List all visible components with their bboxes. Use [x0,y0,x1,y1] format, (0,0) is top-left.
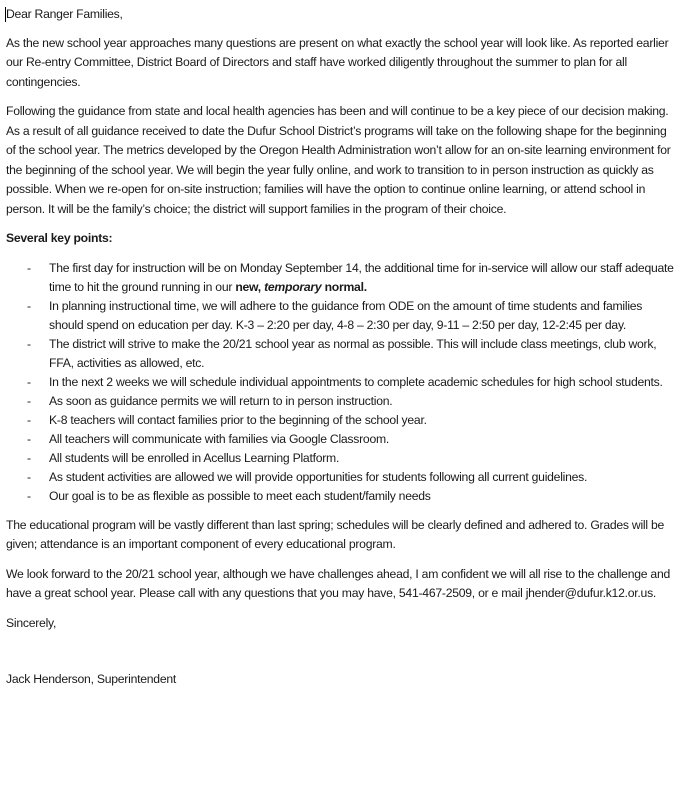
guidance-paragraph: Following the guidance from state and local health agencies has been and will continue to be a key piece of our decision making. As a result of all guidance received to date the Dufur School District’s programs will take on the following shape for the beginning of the school year. The metrics developed by the Oregon Health Administration won’t allow for an on-site learning environment for the beginning of the school year. We will begin the year fully online, and work to transition to in person instruction as quickly as possible. When we re-open for on-site instruction; families will have the option to continue online learning, or attend school in person. It will be the family’s choice; the district will support families in the program of their choice. [6,104,671,216]
list-item [6,335,678,373]
list-item-text: As soon as guidance permits we will return to in person instruction. [49,393,393,408]
dash-bullet-icon: - [27,450,31,465]
closing-paragraph: We look forward to the 20/21 school year, although we have challenges ahead, I am confident we will all rise to the challenge and have a great school year. Please call with any questions that you may have, 541-467-2509, or e mail jhender@dufur.k12.or.us. [6,566,670,600]
signature-space [6,633,678,670]
dash-bullet-icon: - [27,488,31,503]
salutation-text: Dear Ranger Families, [6,7,123,21]
list-item-text: In planning instructional time, we will adhere to the guidance from ODE on the amount of time students and families should spend on education per day. K-3 – 2:20 per day, 4-8 – 2:30 per day, 9-11 – 2:50 per day, 12-2:45 per day. [49,298,643,332]
dash-bullet-icon: - [27,412,31,427]
dash-bullet-icon: - [27,260,31,275]
salutation[interactable] [6,5,678,25]
list-item-text: The first day for instruction will be on Monday September 14, the additional time for in-service will allow our staff adequate time to hit the ground running in our [49,260,674,294]
dash-bullet-icon: - [27,298,31,313]
letter-document [6,5,678,690]
text-cursor [5,7,6,22]
emphasis-normal: normal. [321,279,367,294]
emphasis-new: new, [235,279,265,294]
list-item [6,430,678,449]
list-item-text: All teachers will communicate with families via Google Classroom. [49,431,390,446]
key-points-list [6,259,678,506]
list-item [6,411,678,430]
intro-paragraph: As the new school year approaches many questions are present on what exactly the school year will look like. As reported earlier our Re-entry Committee, District Board of Directors and staff have worked diligently throughout the summer to plan for all contingencies. [6,35,669,89]
list-item [6,373,678,392]
list-item [6,259,678,297]
dash-bullet-icon: - [27,336,31,351]
emphasis-temporary: temporary [264,279,322,294]
dash-bullet-icon: - [27,469,31,484]
program-paragraph: The educational program will be vastly different than last spring; schedules will be clearly defined and adhered to. Grades will be given; attendance is an important component of every educational program. [6,517,665,551]
list-item-text: As student activities are allowed we will provide opportunities for students following all current guidelines. [49,469,588,484]
list-item-text: K-8 teachers will contact families prior to the beginning of the school year. [49,412,427,427]
dash-bullet-icon: - [27,431,31,446]
list-item [6,449,678,468]
closing-salutation: Sincerely, [6,615,57,630]
list-item-text: All students will be enrolled in Acellus Learning Platform. [49,450,340,465]
list-item-text: In the next 2 weeks we will schedule individual appointments to complete academic schedules for high school students. [49,374,663,389]
list-item-text: Our goal is to be as flexible as possible to meet each student/family needs [49,488,431,503]
list-item [6,392,678,411]
list-item [6,487,678,506]
signature: Jack Henderson, Superintendent [6,672,177,686]
dash-bullet-icon: - [27,374,31,389]
key-points-heading: Several key points: [6,231,113,245]
dash-bullet-icon: - [27,393,31,408]
list-item-text: The district will strive to make the 20/21 school year as normal as possible. This will include class meetings, club work, FFA, activities as allowed, etc. [49,336,657,370]
list-item [6,468,678,487]
list-item [6,297,678,335]
